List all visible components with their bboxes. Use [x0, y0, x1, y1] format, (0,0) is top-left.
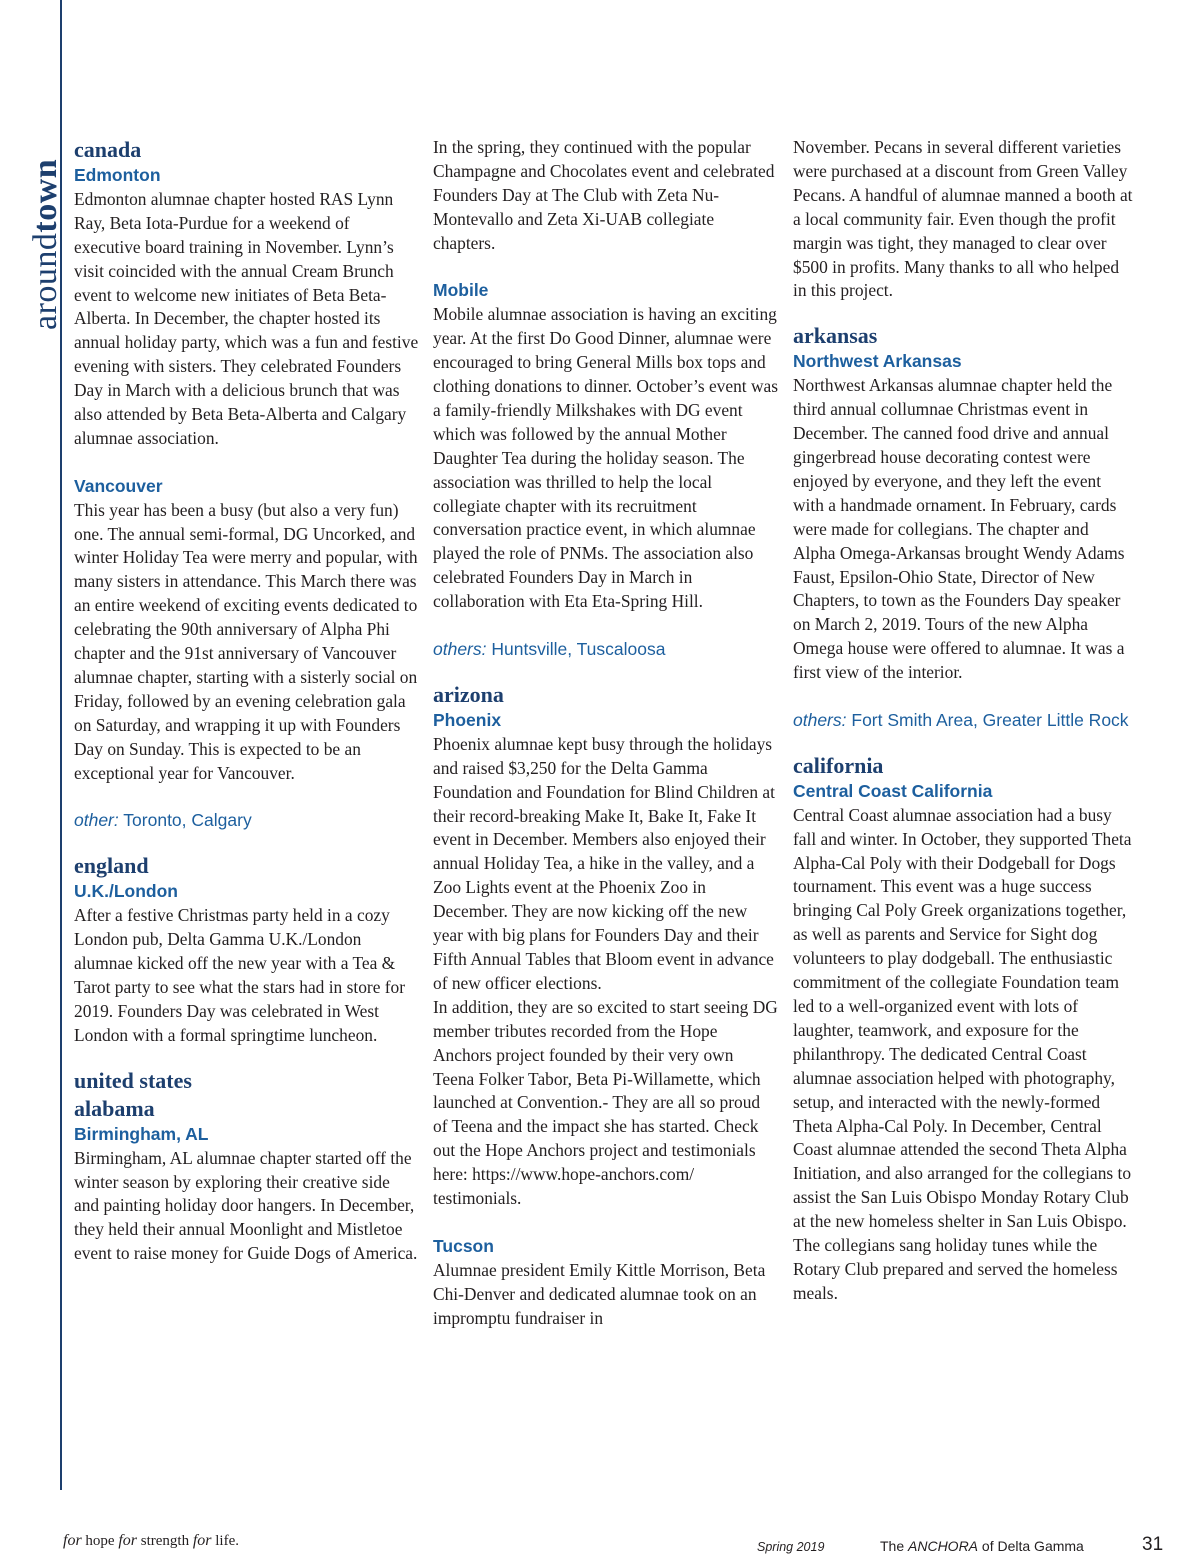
column-1	[74, 136, 419, 1266]
tagline-life: life.	[215, 1533, 240, 1549]
text-edmonton: Edmonton alumnae chapter hosted RAS Lynn Ray, Beta Iota-Purdue for a weekend of executive board training in November. Lynn’s visit coincided with the annual Cream Brunch event to welcome new initiates of Beta Beta-Alberta. In December, the chapter hosted its annual holiday party, which was a fun and festive evening with sisters. They celebrated Founders Day in March with a delicious brunch that was also attended by Beta Beta-Alberta and Calgary alumnae association.	[74, 188, 419, 448]
text-phoenix: Phoenix alumnae kept busy through the holidays and raised $3,250 for the Delta Gamma Foundation and Foundation for Blind Children at their record-breaking Make It, Bake It, Fake It event in December. Members also enjoyed their annual Holiday Tea, a hike in the valley, and a Zoo Lights event at the Phoenix Zoo in December. They are now kicking off the new year with big plans for Founders Day and their Fifth Annual Tables that Bloom event in advance of new officer elections.	[433, 733, 775, 993]
subheading-northwest-arkansas: Northwest Arkansas	[793, 351, 962, 372]
heading-canada: canada	[74, 137, 142, 162]
page-number: 31	[1142, 1534, 1164, 1555]
text-tucson-cont: November. Pecans in several different varieties were purchased at a discount from Green Valley Pecans. A handful of alumnae manned a booth at a local community fair. Even though the profit margin was tight, they managed to clear over $500 in profits. Many thanks to all who helped in this project.	[793, 137, 1133, 301]
tagline-for-3: for	[192, 1532, 212, 1549]
heading-england: england	[74, 853, 149, 879]
others-canada	[74, 809, 419, 833]
text-birmingham: Birmingham, AL alumnae chapter started off the winter season by exploring their creative side and painting holiday door hangers. In December, they held their annual Moonlight and Mistletoe event to raise money for Guide Dogs of America.	[74, 1147, 418, 1264]
others-arkansas	[793, 709, 1133, 733]
section-label	[26, 158, 66, 330]
tagline-hope: hope	[85, 1533, 115, 1549]
others-text: Fort Smith Area, Greater Little Rock	[851, 709, 1129, 730]
footer-season: Spring 2019	[757, 1540, 825, 1554]
tagline-for-1: for	[63, 1532, 82, 1549]
others-text: Toronto, Calgary	[123, 810, 252, 831]
column-3	[793, 136, 1133, 1306]
section-label-part1: around	[27, 232, 64, 330]
magazine-name: ANCHORA	[908, 1538, 979, 1554]
others-label: other:	[74, 810, 119, 831]
heading-united-states: united states	[74, 1067, 192, 1093]
magazine-rest: of Delta Gamma	[981, 1538, 1084, 1554]
text-central-coast: Central Coast alumnae association had a busy fall and winter. In October, they supported Theta Alpha-Cal Poly with their Dodgeball for Dogs tournament. This event was a huge success bringing Cal Poly Greek organizations together, as well as parents and Service for Sight dog volunteers to play dodgeball. The enthusiastic commitment of the collegiate Foundation team led to a well-organized event with lots of laughter, teamwork, and exposure for the philanthropy. The dedicated Central Coast alumnae association helped with photography, setup, and interacted with the newly-formed Theta Alpha-Cal Poly. In December, Central Coast alumnae attended the second Theta Alpha Initiation, and also arranged for the collegians to assist the San Luis Obispo Monday Rotary Club at the new homeless shelter in San Luis Obispo. The collegians sang holiday tunes while the Rotary Club prepared and served the homeless meals.	[793, 804, 1132, 1303]
subheading-birmingham: Birmingham, AL	[74, 1123, 209, 1144]
heading-alabama: alabama	[74, 1095, 155, 1121]
others-alabama	[433, 638, 778, 662]
tagline-for-2: for	[118, 1532, 138, 1549]
others-label: others:	[433, 639, 487, 659]
subheading-mobile: Mobile	[433, 280, 489, 301]
others-text: Huntsville, Tuscaloosa	[491, 639, 666, 659]
heading-california: california	[793, 752, 884, 778]
heading-arizona: arizona	[433, 681, 504, 707]
magazine-the: The	[880, 1538, 905, 1554]
text-mobile: Mobile alumnae association is having an exciting year. At the first Do Good Dinner, alumnae were encouraged to bring General Mills box tops and clothing donations to dinner. October’s event was a family-friendly Milkshakes with DG event which was followed by the annual Mother Daughter Tea during the holiday season. The association was thrilled to help the local collegiate chapter with its recruitment conversation practice event, in which alumnae played the role of PNMs. The association also celebrated Founders Day in March in collaboration with Eta Eta-Spring Hill.	[433, 304, 779, 612]
heading-arkansas: arkansas	[793, 323, 878, 349]
text-vancouver: This year has been a busy (but also a very fun) one. The annual semi-formal, DG Uncorked, and winter Holiday Tea were merry and popular, with many sisters in attendance. This March there was an entire weekend of exciting events dedicated to celebrating the 90th anniversary of Alpha Phi chapter and the 91st anniversary of Vancouver alumnae chapter, starting with a sisterly social on Friday, followed by an evening celebration gala on Saturday, and wrapping it up with Founders Day on Sunday. This is expected to be an exceptional year for Vancouver.	[74, 499, 418, 783]
others-label: others:	[793, 709, 847, 730]
section-label-part2: town	[27, 158, 64, 233]
tagline-strength: strength	[140, 1533, 190, 1549]
text-tucson: Alumnae president Emily Kittle Morrison, Beta Chi-Denver and dedicated alumnae took on an impromptu fundraiser in	[433, 1259, 766, 1328]
text-birmingham-cont: In the spring, they continued with the popular Champagne and Chocolates event and celebrated Founders Day at The Club with Zeta Nu-Montevallo and Zeta Xi-UAB collegiate chapters.	[433, 137, 775, 253]
text-northwest-arkansas: Northwest Arkansas alumnae chapter held the third annual collumnae Christmas event in December. The canned food drive and annual gingerbread house decorating contest were enjoyed by everyone, and they left the event with a handmade ornament. In February, cards were made for collegians. The chapter and Alpha Omega-Arkansas brought Wendy Adams Faust, Epsilon-Ohio State, Director of New Chapters, to town as the Founders Day speaker on March 2, 2019. Tours of the new Alpha Omega house were offered to alumnae. It was a first view of the interior.	[793, 375, 1125, 683]
column-2	[433, 136, 778, 1330]
subheading-edmonton: Edmonton	[74, 165, 161, 185]
subheading-london: U.K./London	[74, 881, 179, 902]
footer-magazine	[880, 1538, 1084, 1554]
subheading-tucson: Tucson	[433, 1235, 494, 1256]
subheading-central-coast: Central Coast California	[793, 780, 993, 801]
text-london: After a festive Christmas party held in a cozy London pub, Delta Gamma U.K./London alumnae kicked off the new year with a Tea & Tarot party to see what the stars had in store for 2019. Founders Day was celebrated in West London with a formal springtime luncheon.	[74, 905, 406, 1045]
footer-tagline	[63, 1532, 239, 1550]
subheading-vancouver: Vancouver	[74, 475, 163, 496]
subheading-phoenix: Phoenix	[433, 709, 502, 730]
text-phoenix-2: In addition, they are so excited to start seeing DG member tributes recorded from the Hope Anchors project founded by their very own Teena Folker Tabor, Beta Pi-Willamette, which launched at Convention.- They are all so proud of Teena and the impact she has started. Check out the Hope Anchors project and testimonials here: https://www.hope-anchors.com/ testimonials.	[433, 996, 778, 1209]
